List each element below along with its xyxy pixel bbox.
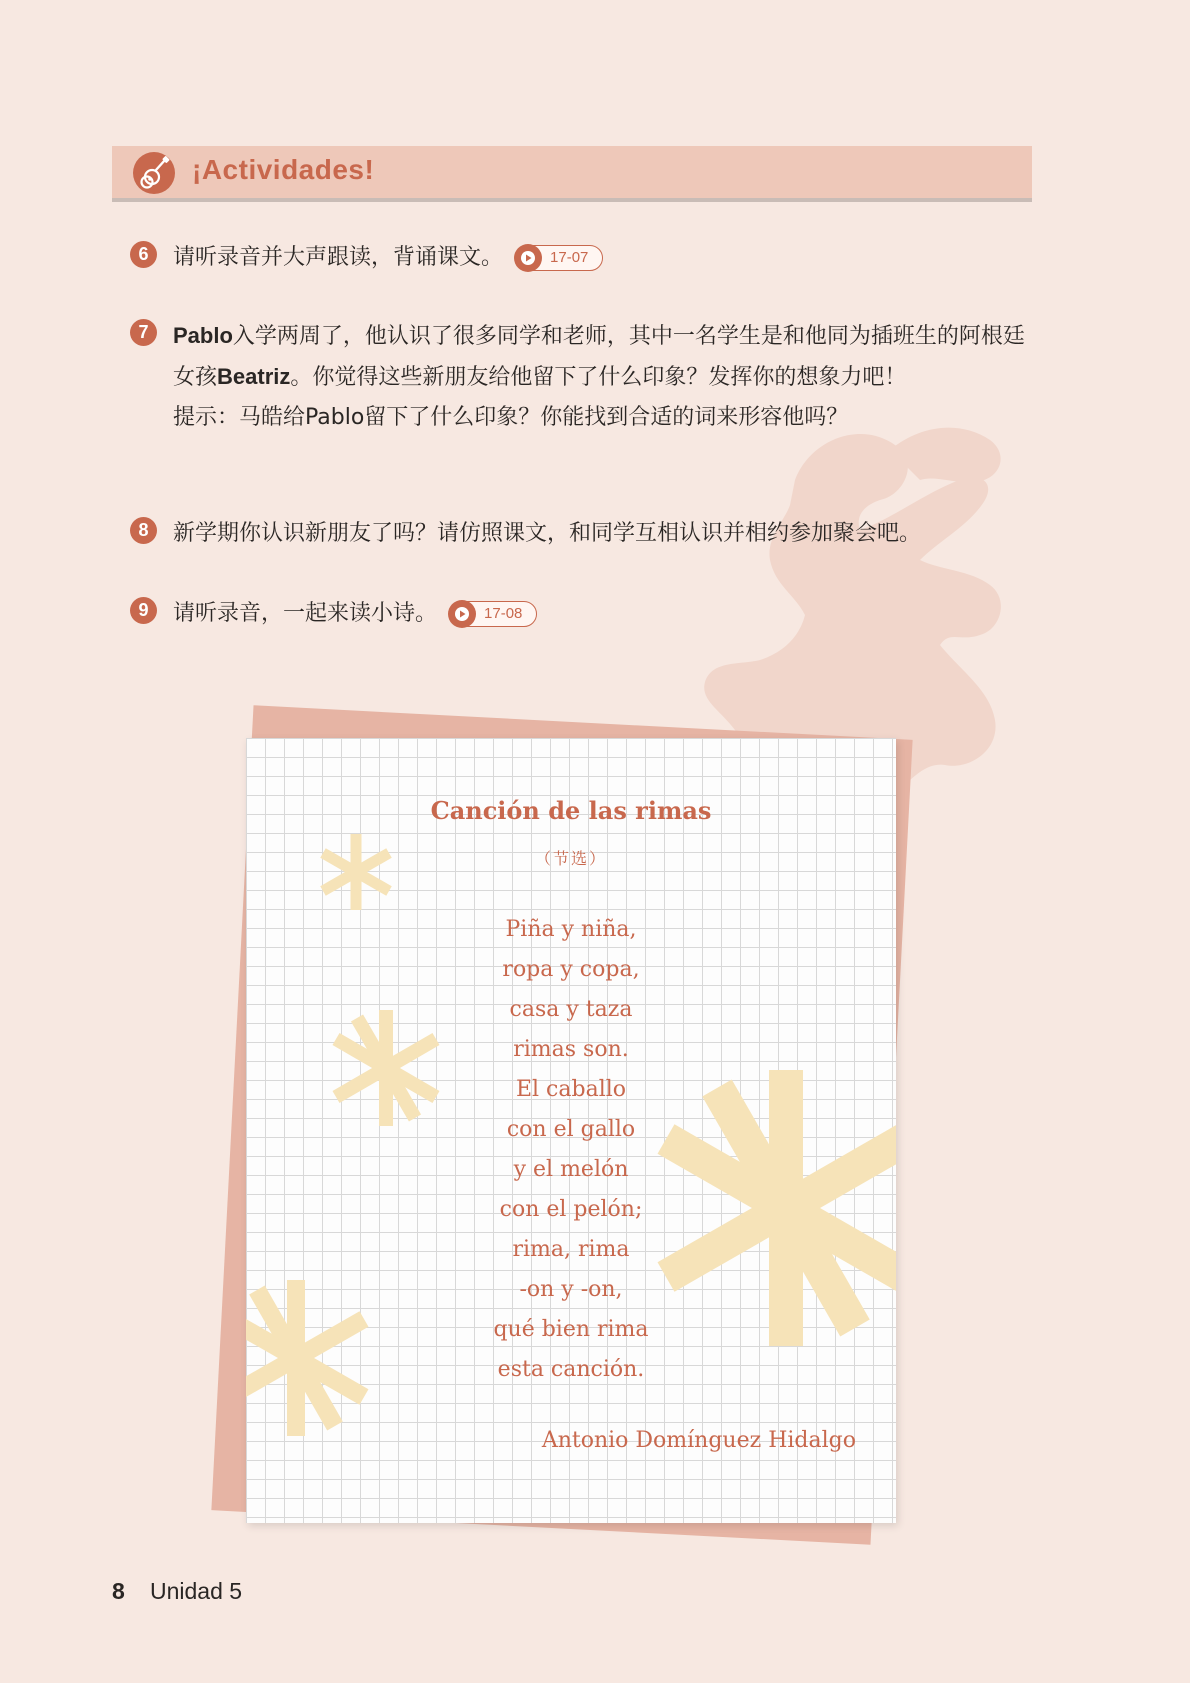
poem-line: El caballo [515,1077,627,1102]
poem-body [246,910,896,1390]
poem-line: rimas son. [513,1037,629,1062]
poem-line: con el gallo [506,1117,636,1142]
activity-instruction: 请听录音并大声跟读，背诵课文。 [173,245,504,270]
activity-instruction: 新学期你认识新朋友了吗？请仿照课文，和同学互相认识并相约参加聚会吧。 [173,521,922,546]
activity-number-badge: 7 [130,319,157,346]
audio-track-label: 17-07 [550,249,589,266]
activity-number-badge: 9 [130,597,157,624]
activity-hint: 提示：马皓给Pablo留下了什么印象？你能找到合适的词来形容他吗？ [173,405,849,430]
poem-author: Antonio Domínguez Hidalgo [541,1428,856,1453]
asterisk-decoration-icon [316,832,396,912]
activity-text [173,316,1038,438]
poem-line: rima, rima [512,1237,630,1262]
audio-track-button[interactable] [449,601,537,627]
poem-subtitle: （节选） [534,849,607,868]
poem-line: casa y taza [509,997,633,1022]
activity-instruction-part-1: 入学两周了，他认识了很多同学和老师，其中一名学生是和他同为插班生的阿根廷女孩 [173,324,1025,390]
activity-text [173,238,1053,278]
poem-card [246,738,896,1523]
section-title: ¡Actividades! [192,154,375,185]
audio-track-button[interactable] [515,245,603,271]
poem-line: ropa y copa, [502,957,640,982]
activity-number-badge: 6 [130,241,157,268]
unit-label: Unidad 5 [150,1578,243,1604]
poem-title: Canción de las rimas [430,796,712,825]
poem-line: Piña y niña, [505,917,637,942]
play-icon [448,600,476,628]
activity-instruction-part-2: 。你觉得这些新朋友给他留下了什么印象？发挥你的想象力吧！ [290,365,907,390]
name-pablo: Pablo [173,323,233,348]
poem-line: con el pelón; [499,1197,643,1222]
poem-line: -on y -on, [519,1277,623,1302]
activity-instruction: 请听录音，一起来读小诗。 [173,601,438,626]
audio-track-label: 17-08 [484,605,523,622]
page-number: 8 [112,1578,125,1604]
activity-text [173,514,1053,554]
poem-line: esta canción. [497,1357,645,1382]
poem-line: qué bien rima [493,1317,649,1342]
play-icon [514,244,542,272]
activities-header [112,146,1032,202]
poem-line: y el melón [513,1157,629,1182]
guitar-icon [133,152,175,194]
activity-number-badge: 8 [130,517,157,544]
activity-text [173,594,1053,634]
name-beatriz: Beatriz [217,364,291,389]
